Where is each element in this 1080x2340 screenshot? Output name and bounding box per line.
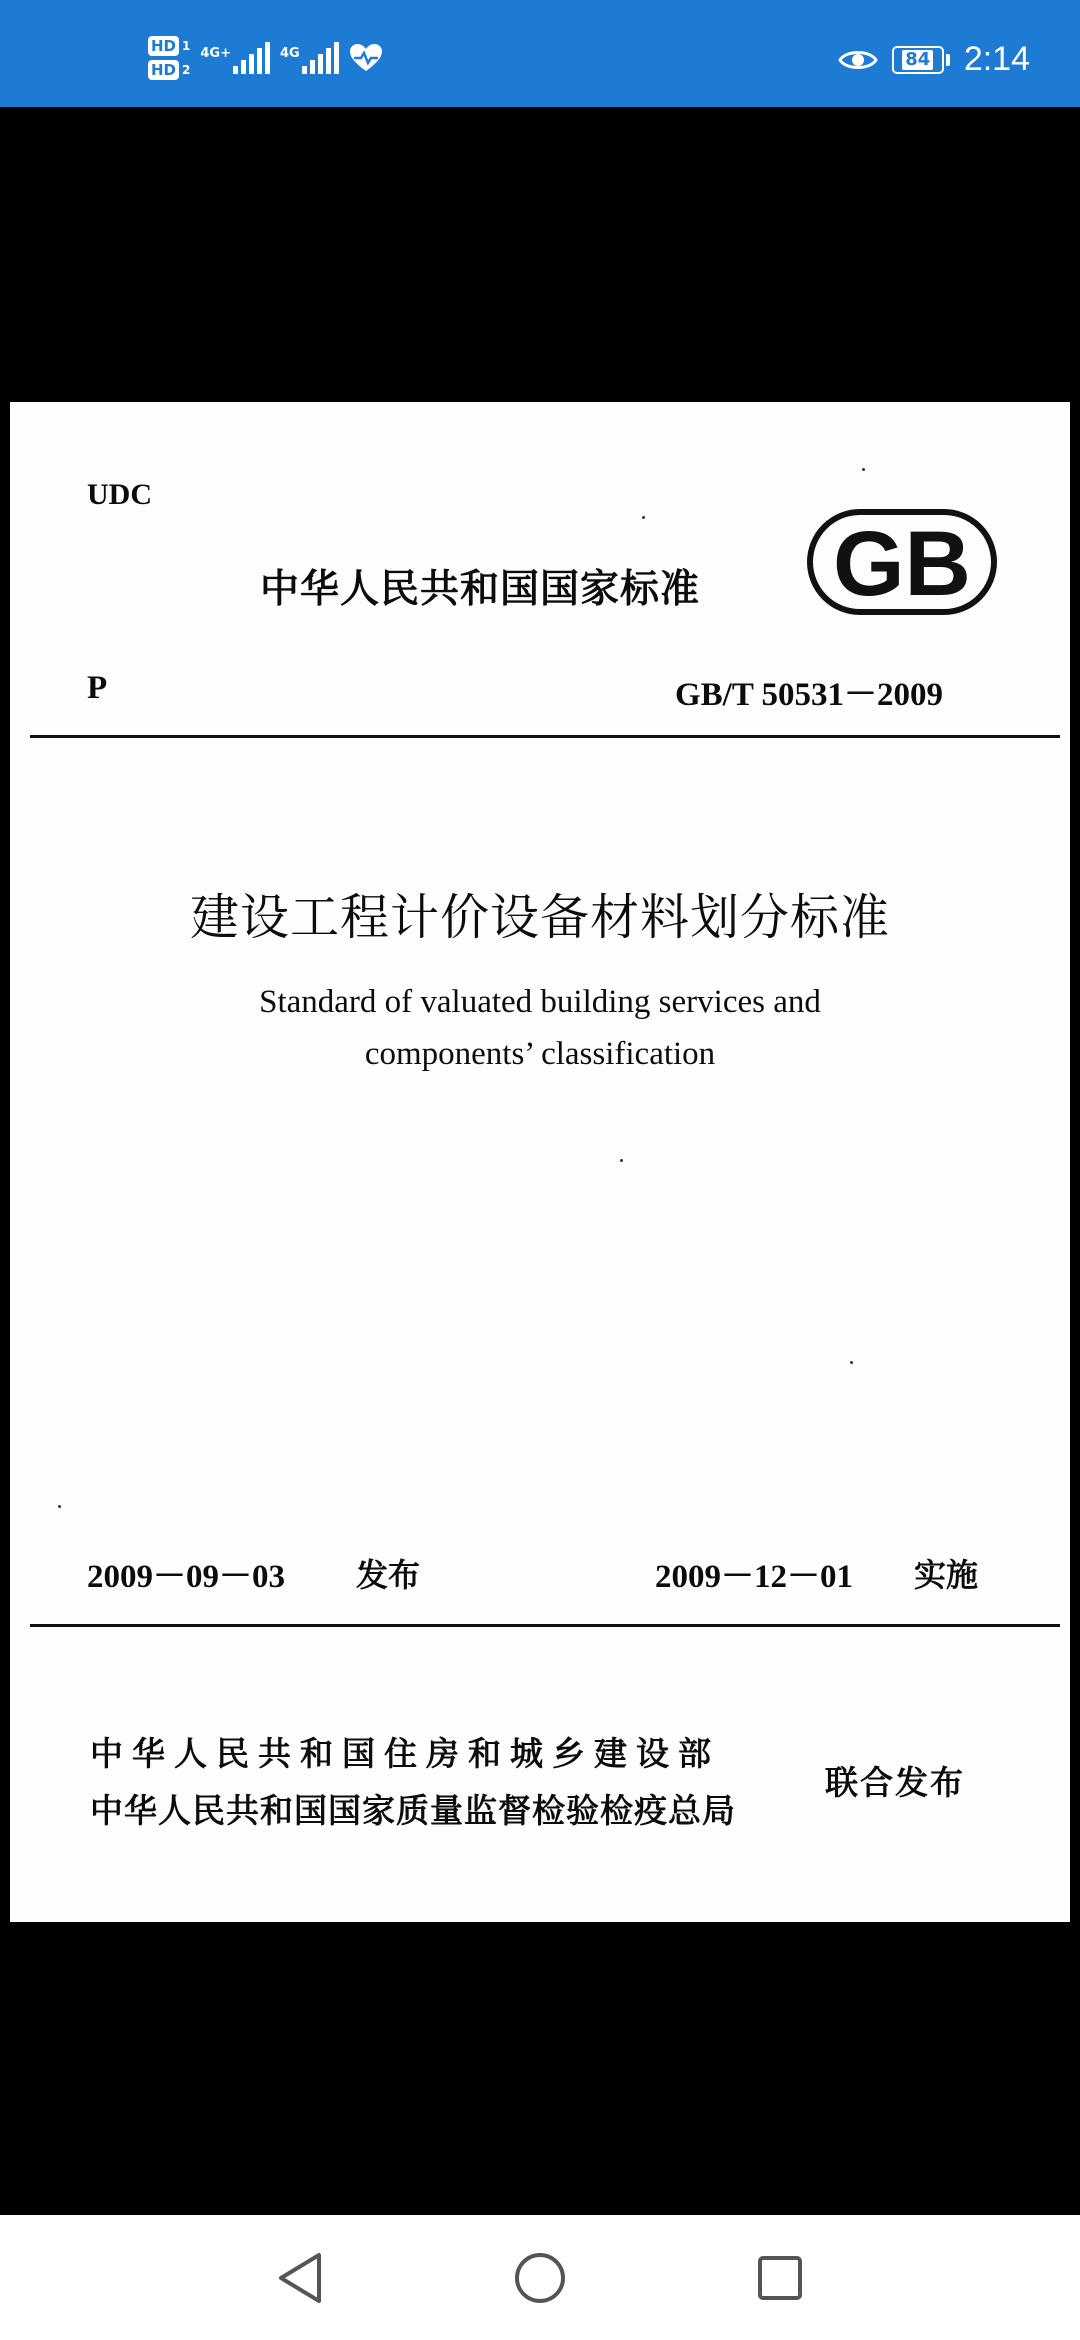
document-cover-page [10,402,1070,1922]
clock: 2:14 [963,40,1030,78]
udc-label: UDC [87,478,152,511]
hd-badge-2: HD [148,60,179,80]
title-chinese: 建设工程计价设备材料划分标准 [189,889,890,946]
release-label: 发布 [356,1556,421,1594]
title-english-line2: components’ classification [364,1036,716,1072]
footer-divider [30,1624,1060,1627]
status-bar [0,0,1080,107]
navigation-bar [0,2215,1080,2340]
publisher-line-1: 中华人民共和国住房和城乡建设部 [90,1734,720,1773]
heart-rate-icon [349,43,383,73]
recents-button[interactable] [750,2248,810,2308]
scan-speck [862,468,865,471]
hd-sim2-number: 2 [182,63,191,77]
svg-text:GB: GB [833,513,971,615]
implementation-date: 2009－12－01 [655,1559,853,1595]
battery-icon [892,46,950,74]
sim2-signal-bars-icon [302,42,339,74]
category-code: P [87,670,108,706]
hd-voice-sim2 [148,60,190,80]
hd-voice-sim1 [148,36,190,56]
gb-logo [807,507,997,617]
sim2-signal [280,42,339,74]
hd-sim1-number: 1 [182,39,191,53]
joint-release-label: 联合发布 [825,1763,965,1802]
sim2-network-type: 4G [279,46,300,61]
sim1-signal [200,42,270,74]
scan-speck [620,1159,623,1162]
home-circle-icon [513,2251,567,2305]
scan-speck [642,516,645,519]
header-divider [30,735,1060,738]
publisher-line-2: 中华人民共和国国家质量监督检验检疫总局 [90,1791,736,1830]
battery-level: 84 [902,50,933,70]
sim1-signal-bars-icon [233,42,270,74]
implementation-label: 实施 [914,1556,979,1594]
recents-square-icon [755,2253,805,2303]
back-triangle-icon [275,2251,325,2305]
back-button[interactable] [270,2248,330,2308]
title-english-line1: Standard of valuated building services and [259,984,821,1020]
hd-voice-indicators [148,36,190,80]
status-right-group [838,40,1030,79]
standard-number: GB/T 50531－2009 [675,677,944,713]
scan-speck [850,1361,853,1364]
home-button[interactable] [510,2248,570,2308]
title-english [10,976,1070,1080]
sim1-network-type: 4G+ [200,46,231,61]
release-date: 2009－09－03 [87,1559,285,1595]
status-left-group [148,30,383,86]
scan-speck [58,1505,61,1508]
eye-comfort-icon [838,47,878,73]
hd-badge-1: HD [148,36,179,56]
standard-type-heading: 中华人民共和国国家标准 [260,567,701,612]
